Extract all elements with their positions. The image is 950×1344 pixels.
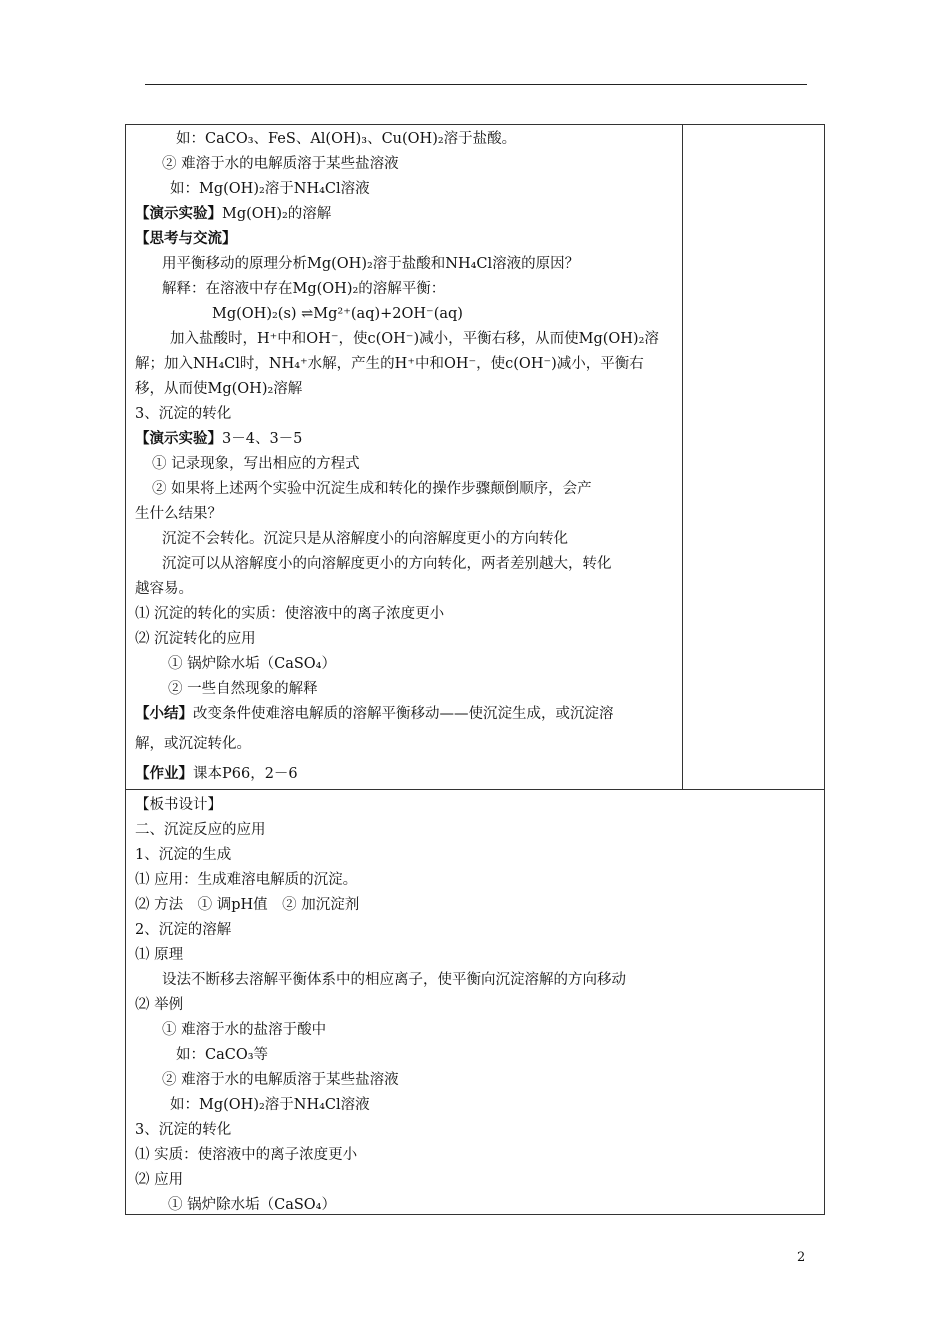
lesson-line: 生什么结果？ [135,506,222,522]
lesson-line: 【作业】课本P66，2－6 [135,765,298,782]
lesson-line: ② 难溶于水的电解质溶于某些盐溶液 [162,156,399,172]
board-line: ⑴ 实质：使溶液中的离子浓度更小 [135,1147,358,1163]
section-tag: 【思考与交流】 [135,230,237,247]
section-tag: 【演示实验】 [135,205,222,222]
lesson-line: 【小结】改变条件使难溶电解质的溶解平衡移动——使沉淀生成，或沉淀溶 [135,705,614,722]
board-line: ① 锅炉除水垢（CaSO₄） [168,1197,336,1213]
lesson-line: 解；加入NH₄Cl时，NH₄⁺水解，产生的H⁺中和OH⁻，使c(OH⁻)减小，平衡右 [135,356,644,372]
lesson-line: 【演示实验】3－4、3－5 [135,430,303,447]
lesson-line: 解释：在溶液中存在Mg(OH)₂的溶解平衡： [162,281,446,297]
lesson-table [125,124,825,1215]
section-tag: 【演示实验】 [135,430,222,447]
lesson-line: 用平衡移动的原理分析Mg(OH)₂溶于盐酸和NH₄Cl溶液的原因？ [162,256,580,272]
lesson-line: 沉淀不会转化。沉淀只是从溶解度小的向溶解度更小的方向转化 [162,531,568,547]
board-line: ⑵ 方法 ① 调pH值 ② 加沉淀剂 [135,897,360,913]
board-line: 2、沉淀的溶解 [135,922,232,938]
row-divider [126,789,824,790]
lesson-line: ① 记录现象，写出相应的方程式 [152,456,360,472]
board-line: 二、沉淀反应的应用 [135,822,266,838]
lesson-line: ② 一些自然现象的解释 [168,681,318,697]
lesson-line: 3、沉淀的转化 [135,406,232,422]
lesson-line: ⑴ 沉淀的转化的实质：使溶液中的离子浓度更小 [135,606,445,622]
header-rule [145,84,807,85]
board-line: 如：Mg(OH)₂溶于NH₄Cl溶液 [170,1097,370,1113]
lesson-line: 越容易。 [135,581,193,597]
board-line: ⑵ 举例 [135,997,184,1013]
board-line: 【板书设计】 [135,797,222,813]
lesson-line: ⑵ 沉淀转化的应用 [135,631,256,647]
lesson-line: 如：Mg(OH)₂溶于NH₄Cl溶液 [170,181,370,197]
lesson-line: 加入盐酸时，H⁺中和OH⁻，使c(OH⁻)减小，平衡右移，从而使Mg(OH)₂溶 [170,331,659,347]
lesson-line: 【演示实验】Mg(OH)₂的溶解 [135,205,332,222]
board-line: ⑴ 应用：生成难溶电解质的沉淀。 [135,872,358,888]
lesson-line: 解，或沉淀转化。 [135,736,251,752]
section-tag: 【小结】 [135,705,193,722]
board-line: ⑴ 原理 [135,947,184,963]
lesson-line: 沉淀可以从溶解度小的向溶解度更小的方向转化，两者差别越大，转化 [162,556,612,572]
board-line: 3、沉淀的转化 [135,1122,232,1138]
board-line: 1、沉淀的生成 [135,847,232,863]
column-divider [682,125,683,789]
lesson-line: 如：CaCO₃、FeS、Al(OH)₃、Cu(OH)₂溶于盐酸。 [176,131,517,147]
board-line: ⑵ 应用 [135,1172,184,1188]
lesson-line: ① 锅炉除水垢（CaSO₄） [168,656,336,672]
section-tag: 【作业】 [135,765,193,782]
lesson-line: ② 如果将上述两个实验中沉淀生成和转化的操作步骤颠倒顺序，会产 [152,481,592,497]
board-line: ① 难溶于水的盐溶于酸中 [162,1022,327,1038]
lesson-line: 移，从而使Mg(OH)₂溶解 [135,381,303,397]
board-line: 如：CaCO₃等 [176,1047,269,1063]
board-line: 设法不断移去溶解平衡体系中的相应离子，使平衡向沉淀溶解的方向移动 [162,972,626,988]
equation-line: Mg(OH)₂(s) ⇌Mg²⁺(aq)+2OH⁻(aq) [212,306,463,322]
lesson-line [135,230,237,248]
board-line: ② 难溶于水的电解质溶于某些盐溶液 [162,1072,399,1088]
page-number: 2 [797,1250,806,1265]
